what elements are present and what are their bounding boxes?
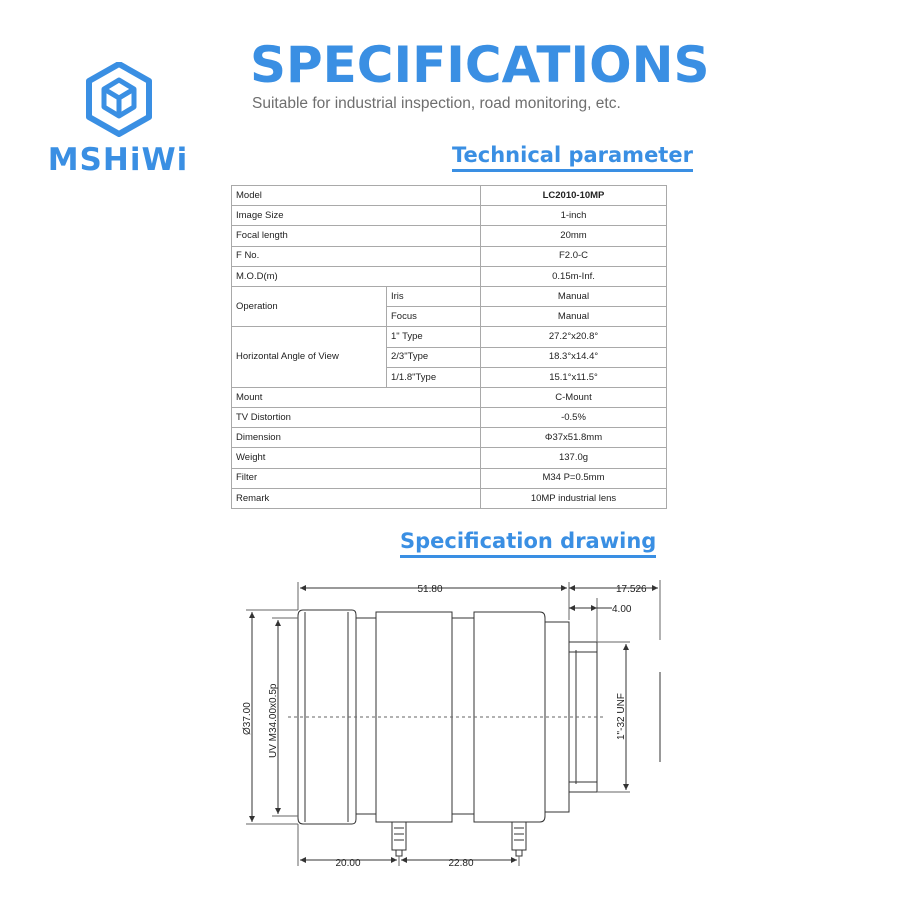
row-value: 20mm xyxy=(481,226,667,246)
dim-filter-thread-label: UV M34.00x0.5p xyxy=(268,683,279,758)
dim-flange-label: 4.00 xyxy=(612,604,632,615)
dim-flange xyxy=(569,598,612,642)
row-label: Operation xyxy=(232,286,387,326)
row-label: Remark xyxy=(232,488,481,508)
row-value: 10MP industrial lens xyxy=(481,488,667,508)
row-value: Manual xyxy=(481,307,667,327)
page-title: SPECIFICATIONS xyxy=(250,36,710,94)
row-sublabel: Focus xyxy=(387,307,481,327)
row-label: Image Size xyxy=(232,206,481,226)
dim-left-label: 20.00 xyxy=(335,858,361,869)
page-subtitle: Suitable for industrial inspection, road monitoring, etc. xyxy=(252,95,621,112)
row-label: Model xyxy=(232,186,481,206)
dim-length-label: 51.80 xyxy=(417,584,443,595)
row-value: 0.15m-Inf. xyxy=(481,266,667,286)
dim-back-focus-label: 17.526 xyxy=(616,584,647,595)
row-value: M34 P=0.5mm xyxy=(481,468,667,488)
row-value: 15.1°x11.5° xyxy=(481,367,667,387)
row-value: Φ37x51.8mm xyxy=(481,428,667,448)
row-value: C-Mount xyxy=(481,387,667,407)
row-label: Focal length xyxy=(232,226,481,246)
lock-screw-right xyxy=(512,822,526,856)
row-sublabel: 1/1.8"Type xyxy=(387,367,481,387)
row-value: 1-inch xyxy=(481,206,667,226)
specification-drawing-heading-text: Specification drawing xyxy=(400,529,657,553)
row-sublabel: 1" Type xyxy=(387,327,481,347)
row-value: -0.5% xyxy=(481,408,667,428)
row-label: Horizontal Angle of View xyxy=(232,327,387,388)
technical-parameter-heading-text: Technical parameter xyxy=(452,143,693,167)
dim-diameter-label: Ø37.00 xyxy=(242,702,253,735)
lock-screw-left xyxy=(392,822,406,856)
row-label: Filter xyxy=(232,468,481,488)
row-value: 137.0g xyxy=(481,448,667,468)
row-sublabel: Iris xyxy=(387,286,481,306)
dim-mount-thread-label: 1"-32 UNF xyxy=(616,693,627,740)
row-label: Weight xyxy=(232,448,481,468)
row-label: F No. xyxy=(232,246,481,266)
dim-mount-thread xyxy=(597,642,660,792)
row-label: Dimension xyxy=(232,428,481,448)
row-label: M.O.D(m) xyxy=(232,266,481,286)
brand-name: MSHiWi xyxy=(47,142,189,178)
row-sublabel: 2/3"Type xyxy=(387,347,481,367)
row-value: 18.3°x14.4° xyxy=(481,347,667,367)
row-value: LC2010-10MP xyxy=(481,186,667,206)
row-value: 27.2°x20.8° xyxy=(481,327,667,347)
lens-body xyxy=(288,610,605,824)
dim-bottom xyxy=(298,824,519,866)
row-label: Mount xyxy=(232,387,481,407)
row-value: Manual xyxy=(481,286,667,306)
row-value: F2.0-C xyxy=(481,246,667,266)
dim-right-label: 22.80 xyxy=(448,858,474,869)
row-label: TV Distortion xyxy=(232,408,481,428)
